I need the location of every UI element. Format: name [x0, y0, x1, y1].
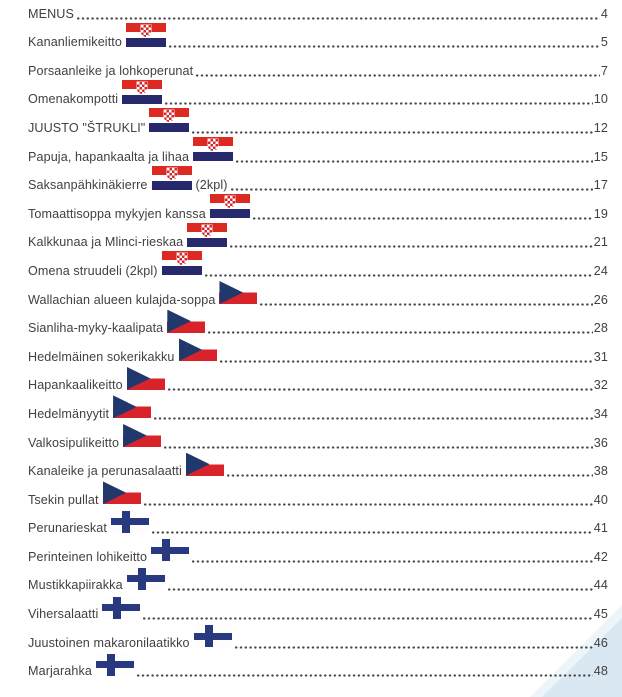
- toc-entry[interactable]: [28, 140, 608, 169]
- toc-entry[interactable]: [28, 626, 608, 655]
- dotted-leader: [196, 74, 600, 77]
- toc-entry-page-number: 17: [593, 178, 608, 193]
- toc-entry-title: Hedelmäinen sokerikakku: [28, 349, 175, 364]
- toc-entry[interactable]: [28, 111, 608, 140]
- czech-flag-icon: [179, 338, 217, 361]
- toc-entry-page-number: 26: [593, 292, 608, 307]
- czech-flag-icon: [103, 481, 141, 504]
- finland-flag-icon: [127, 568, 165, 590]
- finland-flag-icon: [102, 597, 140, 619]
- czech-flag-icon: [219, 281, 257, 304]
- czech-flag-icon: [186, 453, 224, 476]
- finland-flag-icon: [151, 539, 189, 561]
- czech-flag-icon: [167, 310, 205, 333]
- toc-entry[interactable]: [28, 369, 608, 398]
- croatia-flag-icon: [122, 80, 162, 104]
- toc-entry-page-number: 46: [593, 635, 608, 650]
- dotted-leader: [253, 217, 593, 220]
- toc-entry[interactable]: [28, 283, 608, 312]
- toc-entry-title: Kananliemikeitto: [28, 35, 123, 50]
- dotted-leader: [168, 588, 593, 591]
- toc-entry-page-number: 7: [600, 63, 608, 78]
- toc-entry[interactable]: [28, 455, 608, 484]
- toc-entry-page-number: 5: [600, 35, 608, 50]
- toc-entry-page-number: 4: [600, 6, 608, 21]
- toc-entry-page-number: 32: [593, 378, 608, 393]
- toc-entry[interactable]: [28, 254, 608, 283]
- toc-entry[interactable]: [28, 569, 608, 598]
- toc-entry-title: Valkosipulikeitto: [28, 435, 120, 450]
- dotted-leader: [236, 160, 593, 163]
- czech-flag-icon: [127, 367, 165, 390]
- toc-entry-page-number: 42: [593, 549, 608, 564]
- croatia-flag-icon: [187, 223, 227, 247]
- toc-entry-title: Kalkkunaa ja Mlinci-rieskaa: [28, 235, 184, 250]
- finland-flag-icon: [194, 625, 232, 647]
- toc-entry-page-number: 19: [593, 206, 608, 221]
- dotted-leader: [227, 474, 593, 477]
- toc-entry[interactable]: [28, 655, 608, 684]
- toc-entry-page-number: 10: [593, 92, 608, 107]
- toc-entry-page-number: 44: [593, 578, 608, 593]
- toc-entry-page-number: 31: [593, 349, 608, 364]
- dotted-leader: [165, 102, 593, 105]
- dotted-leader: [235, 646, 593, 649]
- toc-entry[interactable]: [28, 226, 608, 255]
- dotted-leader: [152, 531, 593, 534]
- toc-entry-page-number: 45: [593, 607, 608, 622]
- dotted-leader: [208, 331, 592, 334]
- toc-entry-page-number: 28: [593, 321, 608, 336]
- finland-flag-icon: [111, 511, 149, 533]
- dotted-leader: [260, 303, 592, 306]
- dotted-leader: [230, 245, 592, 248]
- toc-entry-title: Hedelmänyytit: [28, 406, 110, 421]
- croatia-flag-icon: [162, 251, 202, 275]
- toc-entry-title: Tomaattisoppa mykyjen kanssa: [28, 206, 206, 221]
- toc-entry-title: Sianliha-myky-kaalipata: [28, 321, 164, 336]
- dotted-leader: [77, 17, 600, 20]
- dotted-leader: [169, 45, 600, 48]
- dotted-leader: [164, 446, 593, 449]
- toc-entry-title: Mustikkapiirakka: [28, 578, 123, 593]
- toc-entry[interactable]: [28, 83, 608, 112]
- toc-entry-title: Vihersalaatti: [28, 607, 99, 622]
- dotted-leader: [143, 617, 592, 620]
- toc-entry-title: Kanaleike ja perunasalaatti: [28, 464, 182, 479]
- toc-entry-title: Saksanpähkinäkierre: [28, 178, 148, 193]
- dotted-leader: [205, 274, 593, 277]
- toc-entry-title: Marjarahka: [28, 664, 92, 679]
- toc-entry[interactable]: [28, 54, 608, 83]
- toc-entry-page-number: 36: [593, 435, 608, 450]
- toc-entry[interactable]: [28, 340, 608, 369]
- toc-entry-page-number: 24: [593, 263, 608, 278]
- toc-entry[interactable]: [28, 0, 608, 26]
- czech-flag-icon: [123, 424, 161, 447]
- dotted-leader: [192, 131, 592, 134]
- toc-entry-page-number: 40: [593, 492, 608, 507]
- toc-entry[interactable]: [28, 312, 608, 341]
- toc-entry-page-number: 12: [593, 120, 608, 135]
- toc-entry-title: MENUS: [28, 6, 74, 21]
- toc-entry[interactable]: [28, 483, 608, 512]
- croatia-flag-icon: [210, 194, 250, 218]
- czech-flag-icon: [113, 395, 151, 418]
- toc-entry-page-number: 21: [593, 235, 608, 250]
- toc-entry-title: Porsaanleike ja lohkoperunat: [28, 63, 194, 78]
- toc-entry[interactable]: [28, 540, 608, 569]
- finland-flag-icon: [96, 654, 134, 676]
- toc-entry[interactable]: [28, 26, 608, 55]
- toc-entry-title: Papuja, hapankaalta ja lihaa: [28, 149, 190, 164]
- toc-entry-title: Wallachian alueen kulajda-soppa: [28, 292, 216, 307]
- toc-entry-title: Juustoinen makaronilaatikko: [28, 635, 190, 650]
- toc-entry-page-number: 41: [593, 521, 608, 536]
- toc-entry-title: Perinteinen lohikeitto: [28, 549, 148, 564]
- toc-entry[interactable]: [28, 169, 608, 198]
- toc-entry-title: Omena struudeli (2kpl): [28, 263, 158, 278]
- toc-entry-page-number: 48: [593, 664, 608, 679]
- toc-entry-title: JUUSTO "ŠTRUKLI": [28, 120, 146, 135]
- croatia-flag-icon: [149, 108, 189, 132]
- toc-entry[interactable]: [28, 197, 608, 226]
- toc-entry-suffix: (2kpl): [195, 178, 228, 193]
- dotted-leader: [220, 360, 593, 363]
- dotted-leader: [137, 674, 593, 677]
- toc-entry-title: Perunarieskat: [28, 521, 108, 536]
- toc-entry-title: Omenakompotti: [28, 92, 119, 107]
- toc-entry[interactable]: [28, 426, 608, 455]
- toc-entry-page-number: 38: [593, 464, 608, 479]
- toc-entry[interactable]: [28, 597, 608, 626]
- dotted-leader: [192, 560, 593, 563]
- dotted-leader: [154, 417, 593, 420]
- croatia-flag-icon: [152, 166, 192, 190]
- toc-entry-page-number: 15: [593, 149, 608, 164]
- croatia-flag-icon: [193, 137, 233, 161]
- croatia-flag-icon: [126, 23, 166, 47]
- toc-entry[interactable]: [28, 397, 608, 426]
- dotted-leader: [231, 188, 593, 191]
- dotted-leader: [168, 388, 593, 391]
- dotted-leader: [144, 503, 593, 506]
- toc-entry-title: Tsekin pullat: [28, 492, 99, 507]
- toc-entry[interactable]: [28, 512, 608, 541]
- toc-entry-page-number: 34: [593, 406, 608, 421]
- toc-entry-title: Hapankaalikeitto: [28, 378, 123, 393]
